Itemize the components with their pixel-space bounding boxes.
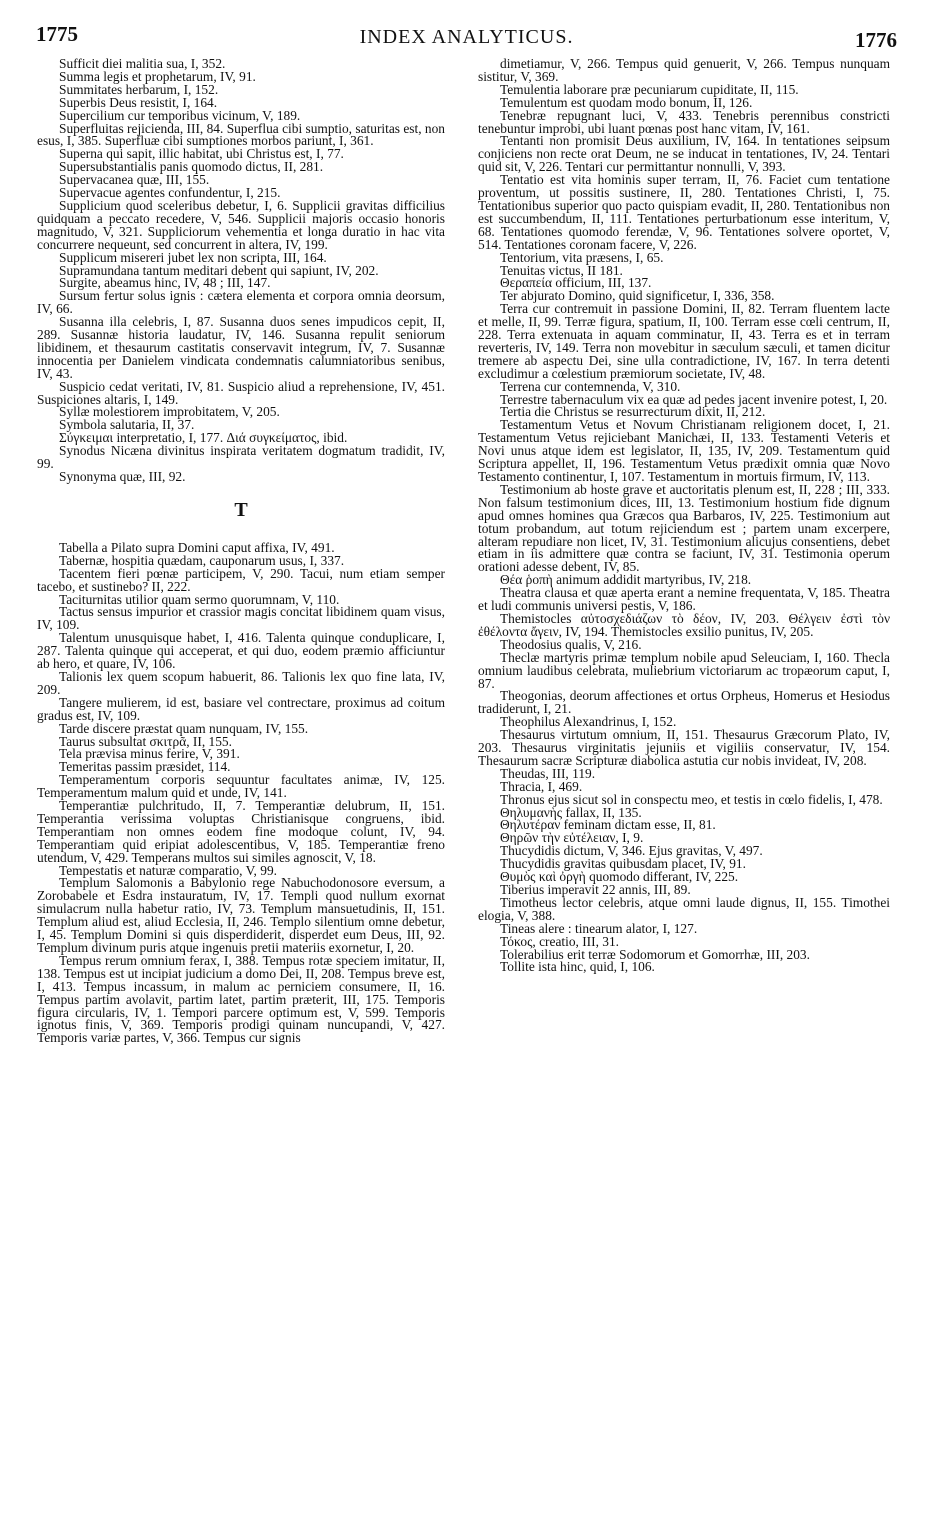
t-entries-left: [37, 539, 445, 1046]
index-entry: Syllæ molestiorem improbitatem, V, 205.: [59, 404, 280, 420]
index-entry: Theatra clausa et quæ aperta erant a nemine frequentata, V, 185. Theatra et ludi communis universi pestis, V, 186.: [478, 585, 890, 614]
index-entry: Theclæ martyris primæ templum nobile apud Seleuciam, I, 160. Thecla omnium laudibus celebrata, muliebrium victoriarum ac tropæorum caput, I, 87.: [478, 649, 890, 691]
index-entry: Thucydidis dictum, V, 346. Ejus gravitas, V, 497.: [500, 843, 763, 859]
index-entry: Tiberius imperavit 22 annis, III, 89.: [500, 882, 691, 897]
index-entry: Theophilus Alexandrinus, I, 152.: [500, 714, 677, 730]
t-entries-right: [478, 58, 890, 974]
index-entry: Temeritas passim præsidet, 114.: [59, 759, 231, 775]
index-entry: Synodus Nicæna divinitus inspirata veritatem dogmatum tradidit, IV, 99.: [37, 443, 445, 472]
index-entry: Tangere mulierem, id est, basiare vel contrectare, proximus ad coitum gradus est, IV, 109.: [37, 694, 445, 723]
s-entries: [37, 58, 445, 484]
index-entry: Sursum fertur solus ignis : cætera elementa et corpora omnia deorsum, IV, 66.: [37, 288, 445, 317]
index-entry: Θυμὸς καὶ ὀργὴ quomodo differant, IV, 225.: [500, 869, 739, 885]
index-entry: Talentum unusquisque habet, I, 416. Talenta quinque conduplicare, I, 287. Talenta quinque qui acceperat, et qui duo, eodem præmio afficiuntur ab hero, et quare, IV, 106.: [37, 630, 445, 672]
section-letter: T: [234, 498, 248, 521]
index-entry: Terrestre tabernaculum vix ea quæ ad pedes jacent invenire potest, I, 20.: [500, 391, 888, 407]
index-entry: Tentanti non promisit Deus auxilium, IV, 164. In tentationes seipsum conjiciens non recte orat Deum, ne se inducat in tentationes, IV, 24. Tentari quid sit, V, 226. Tentari cur permittantur nonnulli, V, 393.: [478, 133, 890, 175]
index-entry: Thucydidis gravitas quibusdam placet, IV, 91.: [500, 856, 746, 872]
index-entry: Supervacue agentes confundentur, I, 215.: [59, 185, 281, 201]
index-entry: Superfluitas rejicienda, III, 84. Superflua cibi sumptio, saturitas est, non esus, I, 385. Superfluæ cibi sumptiones morbos pariunt, I, 361.: [37, 120, 446, 149]
index-entry: Temulentum est quodam modo bonum, II, 126.: [500, 94, 753, 110]
index-entry: Tempus rerum omnium ferax, I, 388. Tempus rotæ speciem imitatur, II, 138. Tempus est ut incipiat judicium a domo Dei, II, 208. Tempus breve est, I, 413. Tempus incassum, in malum ac perniciem consumere, II, 16. Tempus partim avolavit, partim latet, partim præterit, III, 175. Temporis figura circularis, IV, 1. Tempori parcere optimum est, V, 599. Temporis ignotus finis, V, 369. Temporis prodigi quinam nuncupandi, V, 427. Temporis variæ partes, V, 366. Tempus cur signis: [37, 952, 445, 1046]
index-entry: Terra cur contremuit in passione Domini, II, 82. Terram fluentem lacte et melle, II, 99. Terræ figura, spatium, II, 100. Terram esse cœli centrum, II, 228. Terra extenuata in aquam comminatur, II, 43. Terra es et in terram reverteris, IV, 149. Terra non movebitur in sæculum sæculi, et tamen dicitur tremere ab aspectu Dei, sine ulla contradictione, IV, 167. In terra detenti excludimur a cœlestium præmiorum societate, IV, 48.: [478, 301, 890, 381]
index-entry: Θεραπεία officium, III, 137.: [500, 275, 652, 291]
page-header: [36, 22, 897, 52]
index-entry: Templum Salomonis a Babylonio rege Nabuchodonosore eversum, a Zorobabele et Esdra instauratum, IV, 17. Templi quod nullum exornat simulacrum nulla habetur ratio, IV, 73. Templum mansuetudinis, II, 151. Templum aliud est, aliud Ecclesia, II, 246. Templo silentium omne debetur, I, 45. Templum Domini si quis disperdiderit, disperdet eum Deus, III, 92. Templum divinum puris atque ingenuis pretii materiis exornetur, I, 20.: [37, 875, 445, 955]
index-entry: Susanna illa celebris, I, 87. Susanna duos senes impudicos cepit, II, 289. Susannæ historia laudatur, IV, 146. Susanna repulit seniorum libidinem, et thesaurum castitatis conservavit integrum, IV, 7. Susannæ innocentia per Danielem vindicata condemnatis calumniatoribus senibus, IV, 43.: [37, 314, 445, 381]
index-entry: Testimonium ab hoste grave et auctoritatis plenum est, II, 228 ; III, 333. Non falsum testimonium dices, III, 13. Testimonium hostium fide dignum apud omnes homines qua Græcos qua Barbaros, IV, 225. Testimonium aut totum probandum, aut totum rejiciendum est ; partem unam excerpere, alteram repudiare non licet, IV, 31. Testimonium alicujus consentiens, debet etiam in iis admittere quæ contra se faciunt, IV, 31. Testimonia operum orationi adesse debent, IV, 85.: [478, 481, 890, 575]
index-entry: Surgite, abeamus hinc, IV, 48 ; III, 147.: [59, 275, 271, 291]
index-entry: Supervacanea quæ, III, 155.: [59, 172, 210, 188]
index-entry: Tela prævisa minus ferire, V, 391.: [59, 746, 240, 762]
index-entry: Supplicium quod sceleribus debetur, I, 6. Supplicii gravitas difficilius quidquam a peccato recedere, V, 546. Supplicii majoris occasio honoris magnitudo, V, 321. Suppliciorum vehementia et longa duratio in hac vita concurrere nequeunt, sed concurrent in altera, IV, 199.: [37, 197, 445, 252]
index-entry: Superna qui sapit, illic habitat, ubi Christus est, I, 77.: [59, 146, 344, 162]
index-entry: Summa legis et prophetarum, IV, 91.: [59, 68, 256, 84]
index-entry: Temulentia laborare præ pecuniarum cupiditate, II, 115.: [500, 81, 799, 97]
index-entry: Tollite ista hinc, quid, I, 106.: [500, 959, 655, 975]
index-entry: Themistocles αὐτοσχεδιάζων τὸ δέον, IV, 203. Θέλγειν ἐστὶ τὸν ἐθέλοντα ἄγειν, IV, 194. Themistocles exsilio punitus, IV, 205.: [478, 610, 890, 639]
index-entry: Supramundana tantum meditari debent qui sapiunt, IV, 202.: [59, 262, 379, 278]
index-entry: Talionis lex quem scopum habuerit, 86. Talionis lex quo fine lata, IV, 209.: [37, 668, 445, 697]
index-entry: Theodosius qualis, V, 216.: [500, 636, 642, 652]
index-entry: Ter abjurato Domino, quid significetur, I, 336, 358.: [500, 288, 775, 304]
index-entry: Sufficit diei malitia sua, I, 352.: [59, 56, 226, 71]
index-entry: Tentatio est vita hominis super terram, II, 76. Faciet cum tentatione proventum, ut possitis sustinere, II, 280. Tentationes Christi, I, 75. Tentationibus superior quo pacto quispiam evadit, II, 280. Tentationibus non est succumbendum, II, 111. Tentationes perturbationum esse interitum, V, 68. Tentationes quomodo ferendæ, V, 96. Tentationes solvere oportet, V, 514. Tentationes coronam facere, V, 226.: [478, 172, 890, 252]
index-entry: Terrena cur contemnenda, V, 310.: [500, 378, 681, 394]
index-entry: Thracia, I, 469.: [500, 778, 583, 794]
index-entry: Theogonias, deorum affectiones et ortus Orpheus, Homerus et Hesiodus tradiderunt, I, 21.: [478, 688, 890, 717]
index-entry: Tenebræ repugnant luci, V, 433. Tenebris perennibus constricti tenebuntur improbi, ubi luant pœnas post hanc vitam, IV, 161.: [478, 107, 890, 136]
index-entry: Suspicio cedat veritati, IV, 81. Suspicio aliud a reprehensione, IV, 451. Suspiciones altaris, I, 149.: [37, 378, 445, 407]
index-entry: Tolerabilius erit terræ Sodomorum et Gomorrhæ, III, 203.: [500, 946, 810, 962]
index-entry: Tarde discere præstat quam nunquam, IV, 155.: [59, 720, 309, 736]
index-entry: Tineas alere : tinearum alator, I, 127.: [500, 920, 698, 936]
index-entry: Superbis Deus resistit, I, 164.: [59, 94, 218, 110]
index-entry: Tentorium, vita præsens, I, 65.: [500, 249, 664, 265]
index-entry: Tempestatis et naturæ comparatio, V, 99.: [59, 862, 277, 878]
index-entry: Θηλυμανὴς fallax, II, 135.: [500, 804, 642, 820]
index-entry: Tabella a Pilato supra Domini caput affixa, IV, 491.: [59, 539, 335, 555]
index-entry: Synonyma quæ, III, 92.: [59, 469, 186, 484]
index-entry: dimetiamur, V, 266. Tempus quid genuerit, V, 266. Tempus nunquam sistitur, V, 369.: [478, 56, 890, 84]
index-entry: Symbola salutaria, II, 37.: [59, 417, 195, 433]
index-entry: Supercilium cur temporibus vicinum, V, 189.: [59, 107, 301, 123]
running-title: INDEX ANALYTICUS.: [359, 26, 574, 48]
index-entry: Temperamentum corporis sequuntur facultates animæ, IV, 125. Temperamentum malum quid et unde, IV, 141.: [37, 772, 445, 801]
index-entry: Testamentum Vetus et Novum Christianam religionem docet, I, 21. Testamentum Vetus rejiciebant Manichæi, II, 133. Testamenti Veteris et Novi unus atque idem est legislator, II, 135, IV, 209. Testamentum quid Scriptura appellet, II, 196. Testamentum Vetus prædixit omnia quæ Novo Testamento continentur, I, 107. Testamentum in mortuis firmum, IV, 113.: [478, 417, 890, 484]
index-entry: Θέα ῥοπὴ animum addidit martyribus, IV, 218.: [500, 572, 752, 588]
index-entry: Θηρῶν τὴν εὐτέλειαν, I, 9.: [500, 830, 644, 846]
index-entry: Taurus subsultat σκιτρᾶ, II, 155.: [59, 733, 232, 749]
index-entry: Summitates herbarum, I, 152.: [59, 81, 219, 97]
index-entry: Tacentem fieri pœnæ participem, V, 290. Tacui, num etiam semper tacebo, et sustinebo? II, 222.: [37, 565, 445, 594]
page-number-left: 1775: [36, 22, 78, 46]
index-entry: Theudas, III, 119.: [500, 765, 596, 781]
index-entry: Supersubstantialis panis quomodo dictus, II, 281.: [59, 159, 324, 175]
index-entry: Timotheus lector celebris, atque omni laude dignus, II, 155. Timothei elogia, V, 388.: [478, 894, 890, 923]
index-entry: Σύγκειμαι interpretatio, I, 177. Διά συγκείματος, ibid.: [59, 430, 348, 446]
index-entry: Tertia die Christus se resurrecturum dixit, II, 212.: [500, 404, 766, 420]
page-number-right: 1776: [855, 28, 897, 52]
index-entry: Θηλυτέραν feminam dictam esse, II, 81.: [500, 817, 716, 833]
right-column: [478, 58, 890, 974]
index-entry: Tenuitas victus, II 181.: [500, 262, 623, 278]
index-entry: Supplicum misereri jubet lex non scripta, III, 164.: [59, 249, 327, 265]
index-entry: Τόκος, creatio, III, 31.: [500, 933, 620, 949]
left-column: [37, 58, 445, 1045]
index-entry: Thesaurus virtutum omnium, II, 151. Thesaurus Græcorum Plato, IV, 203. Thesaurus virginitatis jejuniis et vigiliis conservatur, IV, 154. Thesaurum sacræ Scripturæ diabolica astutia cur nobis invideat, IV, 208.: [478, 727, 890, 768]
index-entry: Temperantiæ pulchritudo, II, 7. Temperantiæ delubrum, II, 151. Temperantia verissima voluptas Christianisque congruens, ibid. Temperantiam non omnes eodem fine modoque colunt, IV, 94. Temperantiam quid eripiat adolescentibus, V, 185. Temperantiæ freno utendum, V, 429. Temperans multos sui similes agnoscit, V, 18.: [37, 798, 445, 865]
index-entry: Tactus sensus impurior et crassior magis concitat libidinem quam visus, IV, 109.: [37, 604, 445, 633]
index-entry: Taciturnitas utilior quam sermo quorumnam, V, 110.: [59, 591, 340, 607]
index-entry: Thronus ejus sicut sol in conspectu meo, et testis in cœlo fidelis, I, 478.: [500, 791, 883, 807]
index-entry: Tabernæ, hospitia quædam, cauponarum usus, I, 337.: [59, 552, 345, 568]
